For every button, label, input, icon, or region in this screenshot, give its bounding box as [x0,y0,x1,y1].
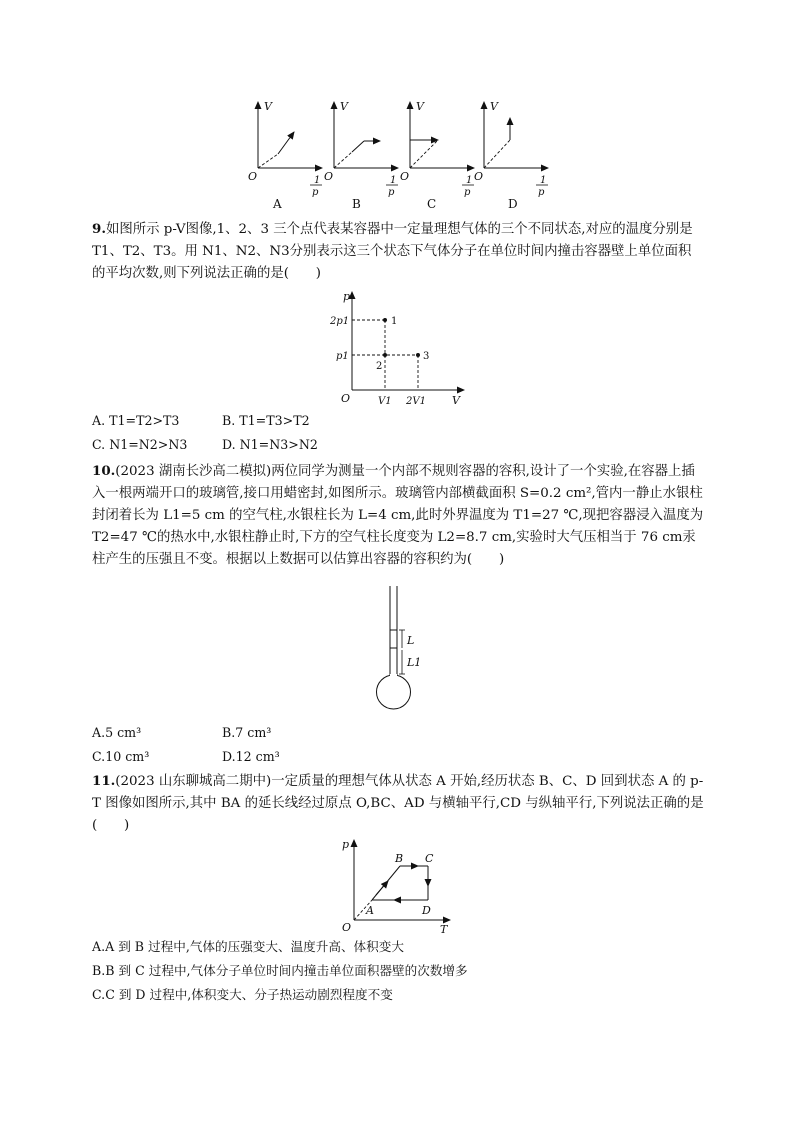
pv-tick-2v1: 2V1 [406,396,426,407]
graph-a-origin: O [248,170,258,183]
pv-axis-v: V [452,394,460,407]
pv-tick-v1: V1 [378,396,392,407]
graph-a-x-den: p [312,187,319,198]
graph-b-x-num: 1 [390,175,397,186]
q11-option-b[interactable]: B.B 到 C 过程中,气体分子单位时间内撞击单位面积器壁的次数增多 [92,963,468,978]
graph-a-x-num: 1 [314,175,321,186]
graph-d-label: D [508,197,518,211]
q10-option-d[interactable]: D.12 cm³ [222,749,280,764]
graph-c-axis-v: V [416,100,424,113]
mercury-column [390,630,397,648]
q10-option-b[interactable]: B.7 cm³ [222,725,272,740]
graph-b-x-den: p [388,187,395,198]
question-11-text: (2023 山东聊城高二期中)一定质量的理想气体从状态 A 开始,经历状态 B、C、D 回到状态 A 的 p-T 图像如图所示,其中 BA 的延长线经过原点 O,BC、AD 与横轴平行,CD 与纵轴平行,下列说法正确的是( ) [92,774,704,833]
question-10 [92,460,704,571]
graph-d-axis-v: V [490,100,498,113]
figure-v-inverse-p-graphs [240,96,560,214]
q9-option-b[interactable]: B. T1=T3>T2 [222,413,310,428]
pt-label-c: C [425,852,434,865]
graph-c-origin: O [400,170,410,183]
figure-p-v-graph [330,288,470,410]
question-10-text: (2023 湖南长沙高二模拟)两位同学为测量一个内部不规则容器的容积,设计了一个实验,在容器上插入一根两端开口的玻璃管,接口用蜡密封,如图所示。玻璃管内部横截面积 S=0.2 cm²,管内一静止水银柱封闭着长为 L1=5 cm 的空气柱,水银柱长为 L=4 cm,此时外界温度为 T1=27 ℃,现把容器浸入温度为 T2=47 ℃的热水中,水银柱静止时,下方的空气柱长度变为 L2=8.7 cm,实验时大气压相当于 76 cm汞柱产生的压强且不变。根据以上数据可以估算出容器的容积约为( ) [92,464,704,567]
question-9-number: 9. [92,221,106,237]
pv-label-3: 3 [423,351,430,362]
pv-axis-p: p [343,290,351,303]
graph-b-label: B [352,197,361,211]
pt-origin: O [342,921,352,934]
graph-d-origin: O [474,170,484,183]
question-9 [92,218,704,285]
q9-option-c[interactable]: C. N1=N2>N3 [92,437,188,452]
q9-option-d[interactable]: D. N1=N3>N2 [222,437,318,452]
q10-option-c[interactable]: C.10 cm³ [92,749,150,764]
pt-axis-t: T [440,923,448,936]
pv-point-1 [383,318,387,322]
figure-container-tube [370,584,430,712]
container-bulb [377,675,411,709]
label-l: L [407,634,415,647]
pt-label-d: D [422,904,431,917]
pv-label-1: 1 [391,316,398,327]
q9-option-a[interactable]: A. T1=T2>T3 [92,413,180,428]
question-11-number: 11. [92,773,116,789]
graph-c-label: C [427,197,437,211]
q11-option-a[interactable]: A.A 到 B 过程中,气体的压强变大、温度升高、体积变大 [92,939,404,954]
figure-p-t-graph [336,836,456,934]
graph-c-x-den: p [464,187,471,198]
pt-label-b: B [395,852,404,865]
graph-a-label: A [273,197,282,211]
pt-axis-p: p [342,838,350,851]
label-l1: L1 [407,656,422,669]
graph-d [474,100,548,211]
graph-a-axis-v: V [264,100,272,113]
graph-b-axis-v: V [340,100,348,113]
graph-b-origin: O [324,170,334,183]
pv-tick-2p1: 2p1 [330,316,350,327]
pv-tick-p1: p1 [336,351,349,362]
graph-d-x-den: p [538,187,545,198]
graph-c [400,100,474,211]
question-11 [92,770,704,837]
pv-point-3 [416,353,420,357]
q11-option-c[interactable]: C.C 到 D 过程中,体积变大、分子热运动剧烈程度不变 [92,987,393,1002]
pt-label-a: A [366,904,374,917]
q10-option-a[interactable]: A.5 cm³ [92,725,142,740]
graph-d-x-num: 1 [540,175,547,186]
graph-b [324,100,398,211]
pv-point-2 [383,353,387,357]
question-10-number: 10. [92,463,116,479]
graph-a [248,100,322,211]
question-9-text: 如图所示 p-V图像,1、2、3 三个点代表某容器中一定量理想气体的三个不同状态,对应的温度分别是 T1、T2、T3。用 N1、N2、N3分别表示这三个状态下气体分子在单位时间内撞击容器壁上单位面积的平均次数,则下列说法正确的是( ) [92,222,693,281]
pv-label-2: 2 [376,361,383,372]
graph-c-x-num: 1 [466,175,473,186]
pv-origin: O [341,392,351,405]
